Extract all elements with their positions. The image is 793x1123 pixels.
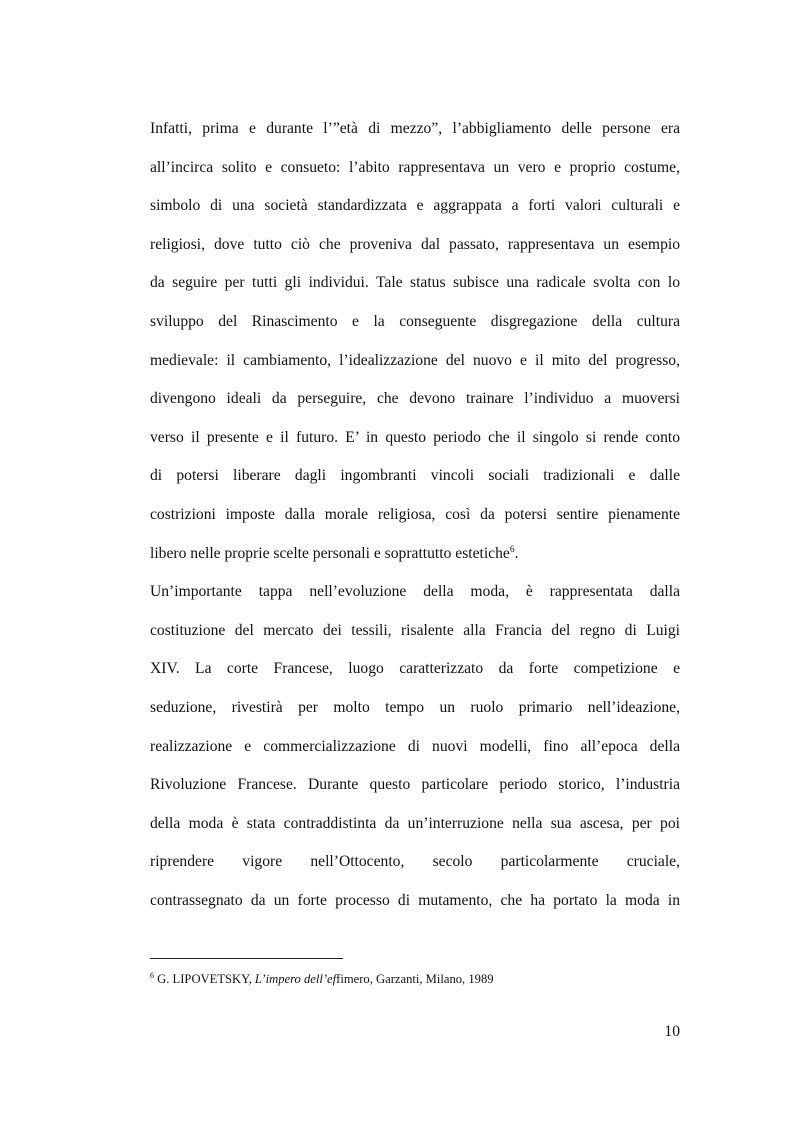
text-line: contrassegnato da un forte processo di mutamento, che ha portato la moda in bbox=[150, 891, 680, 909]
page-number: 10 bbox=[664, 1023, 680, 1040]
text-line: XIV. La corte Francese, luogo caratterizzato da forte competizione e bbox=[150, 660, 680, 678]
text-line: medievale: il cambiamento, l’idealizzazione del nuovo e il mito del progresso, bbox=[150, 351, 680, 369]
footnote bbox=[150, 970, 680, 988]
footnote-number: 6 bbox=[150, 971, 154, 980]
body-text bbox=[150, 110, 680, 920]
text-line: divengono ideali da perseguire, che devono trainare l’individuo a muoversi bbox=[150, 390, 680, 408]
text-line: costrizioni imposte dalla morale religiosa, così da potersi sentire pienamente bbox=[150, 505, 680, 523]
text-line-content: libero nelle proprie scelte personali e soprattutto estetiche bbox=[150, 544, 510, 562]
footnote-details: fimero, Garzanti, Milano, 1989 bbox=[336, 972, 494, 986]
paragraph-1 bbox=[150, 110, 680, 573]
text-line: Un’importante tappa nell’evoluzione della moda, è rappresentata dalla bbox=[150, 583, 680, 601]
text-line: Rivoluzione Francese. Durante questo particolare periodo storico, l’industria bbox=[150, 776, 680, 794]
text-line-last bbox=[150, 535, 680, 574]
text-line: simbolo di una società standardizzata e aggrappata a forti valori culturali e bbox=[150, 197, 680, 215]
text-line: costituzione del mercato dei tessili, risalente alla Francia del regno di Luigi bbox=[150, 621, 680, 639]
footnote-separator bbox=[150, 958, 343, 959]
sentence-end: . bbox=[514, 544, 519, 562]
text-line: della moda è stata contraddistinta da un’interruzione nella sua ascesa, per poi bbox=[150, 814, 680, 832]
footnote-reference[interactable]: 6 bbox=[509, 544, 515, 555]
text-line: realizzazione e commercializzazione di nuovi modelli, fino all’epoca della bbox=[150, 737, 680, 755]
text-line: di potersi liberare dagli ingombranti vincoli sociali tradizionali e dalle bbox=[150, 467, 680, 485]
text-line: seduzione, rivestirà per molto tempo un ruolo primario nell’ideazione, bbox=[150, 698, 680, 716]
text-line: sviluppo del Rinascimento e la conseguente disgregazione della cultura bbox=[150, 312, 680, 330]
footnote-title: L’impero dell’ef bbox=[254, 972, 337, 986]
text-line: da seguire per tutti gli individui. Tale status subisce una radicale svolta con lo bbox=[150, 274, 680, 292]
text-line: religiosi, dove tutto ciò che proveniva dal passato, rappresentava un esempio bbox=[150, 235, 680, 253]
paragraph-2 bbox=[150, 573, 680, 920]
footnote-author: G. LIPOVETSKY, bbox=[157, 972, 255, 986]
text-line: verso il presente e il futuro. E’ in questo periodo che il singolo si rende conto bbox=[150, 428, 680, 446]
text-line: riprendere vigore nell’Ottocento, secolo particolarmente cruciale, bbox=[150, 853, 680, 871]
text-line: all’incirca solito e consueto: l’abito rappresentava un vero e proprio costume, bbox=[150, 158, 680, 176]
text-line: Infatti, prima e durante l’”età di mezzo”, l’abbigliamento delle persone era bbox=[150, 120, 680, 137]
